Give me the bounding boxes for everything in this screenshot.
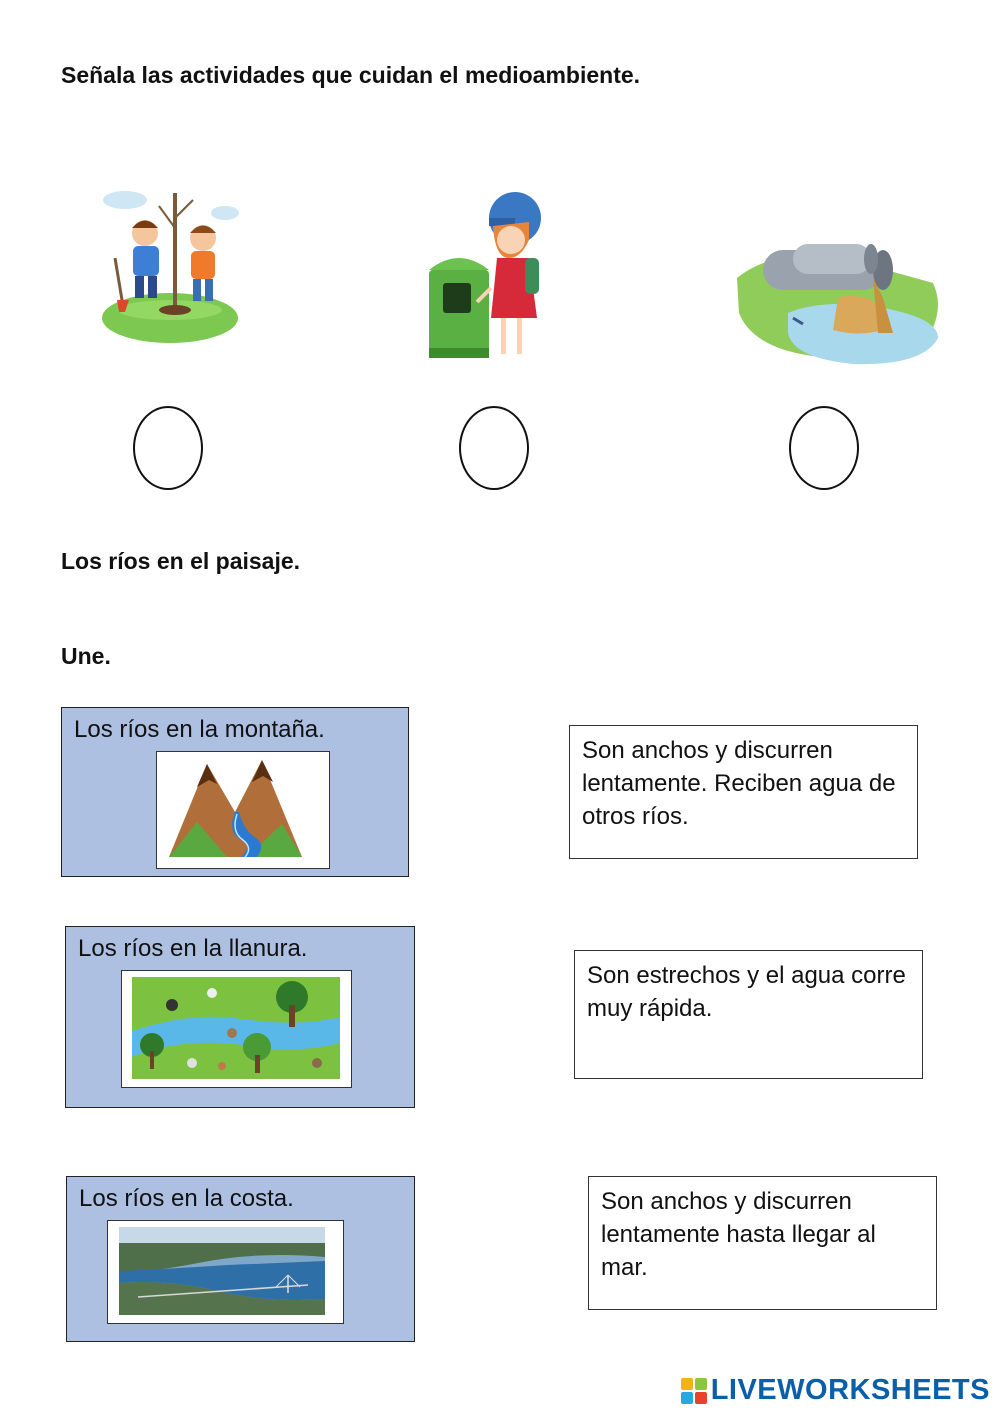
mountain-river-icon [157,752,328,867]
plain-river-icon [122,971,350,1086]
card-coast-rivers[interactable] [66,1176,415,1342]
liveworksheets-brand [681,1374,990,1407]
brand-name: LIVEWORKSHEETS [710,1374,990,1406]
coast-river-photo [108,1221,342,1322]
liveworksheets-logo-icon [681,1378,707,1404]
rivers-section-title: Los ríos en el paisaje. [61,548,301,574]
card-label: Los ríos en la montaña. [74,716,325,743]
description-box-3[interactable]: Son anchos y discurren lentamente hasta llegar al mar. [588,1176,937,1310]
match-instruction: Une. [61,643,111,669]
answer-circle-1[interactable] [133,406,203,490]
card-label: Los ríos en la costa. [79,1185,294,1212]
card-mountain-rivers[interactable] [61,707,409,877]
answer-circle-2[interactable] [459,406,529,490]
polluting-pipes-icon [733,238,948,373]
girl-recycling-bin-icon [425,188,550,363]
image-frame [121,970,352,1088]
answer-circle-3[interactable] [789,406,859,490]
activity-title: Señala las actividades que cuidan el medioambiente. [61,62,641,88]
card-label: Los ríos en la llanura. [78,935,308,962]
kids-planting-tree-icon [95,178,245,348]
image-frame [107,1220,344,1324]
description-box-2[interactable]: Son estrechos y el agua corre muy rápida. [574,950,923,1079]
description-box-1[interactable]: Son anchos y discurren lentamente. Reciben agua de otros ríos. [569,725,918,859]
card-plain-rivers[interactable] [65,926,415,1108]
image-frame [156,751,330,869]
